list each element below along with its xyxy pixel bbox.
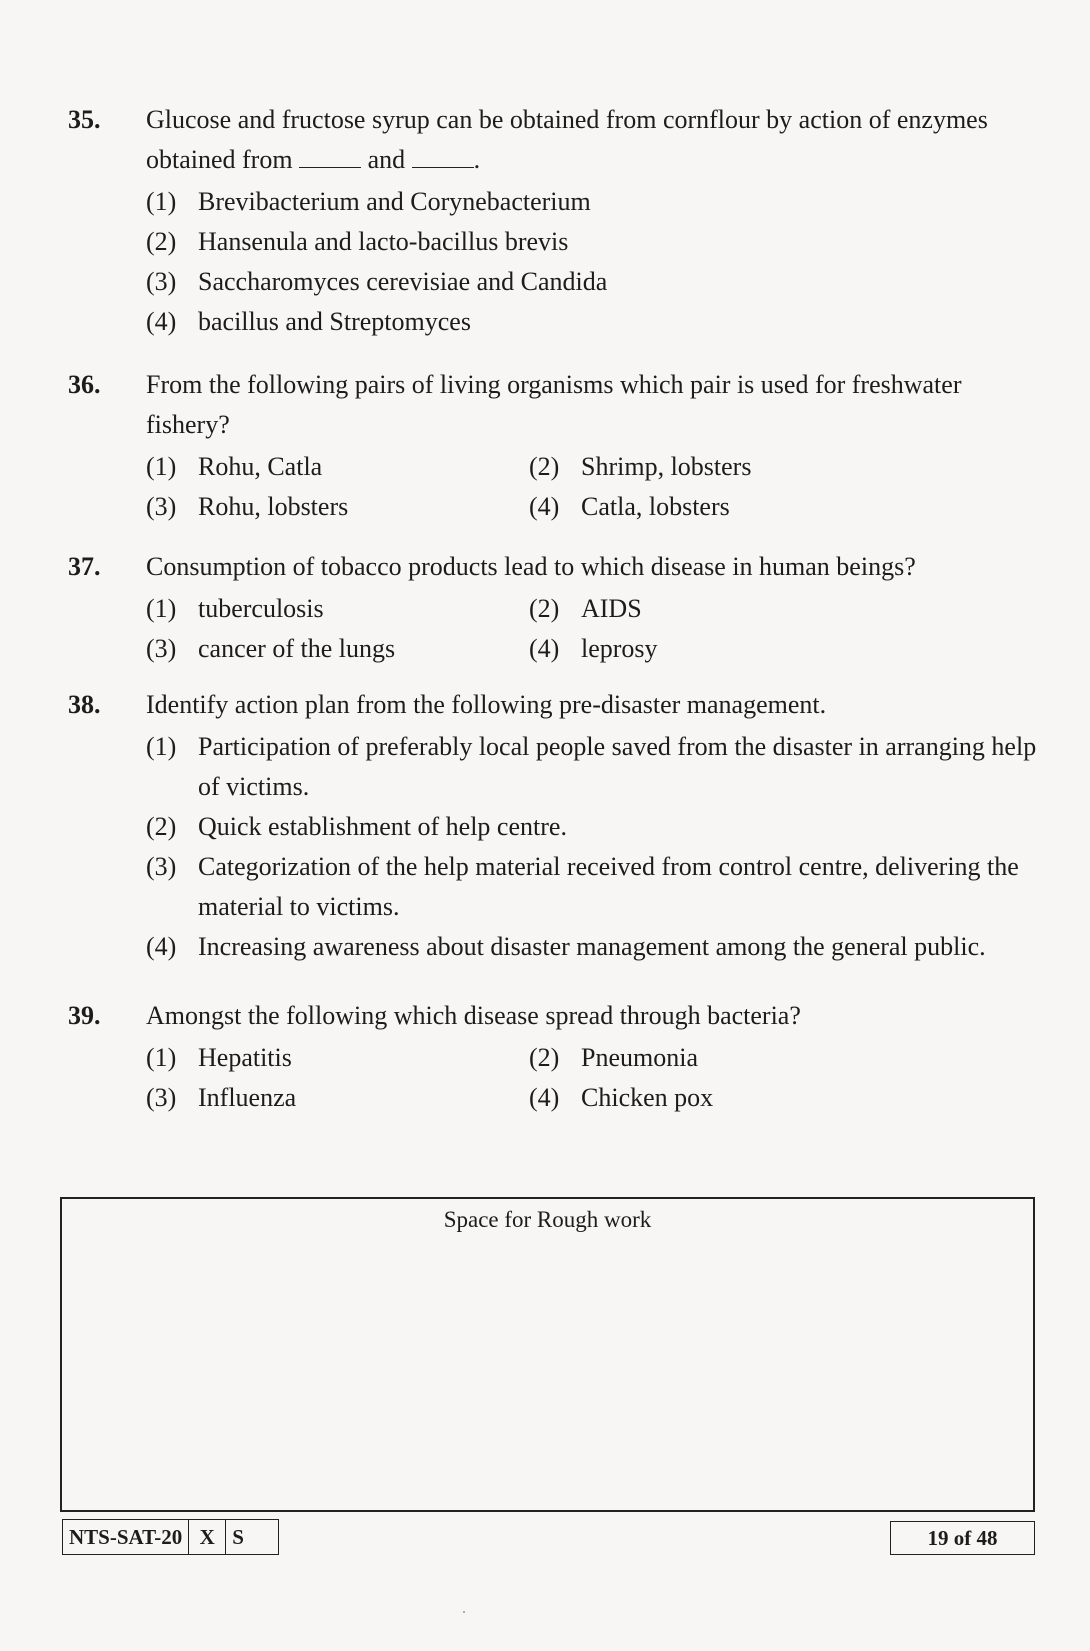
option: (4) bacillus and Streptomyces <box>146 307 471 336</box>
question-number: 36. <box>68 370 101 399</box>
page-number: 19 of 48 <box>890 1521 1035 1555</box>
option: (3) Rohu, lobsters <box>146 492 349 521</box>
speck <box>463 1611 465 1613</box>
answer-blank <box>412 143 474 168</box>
option: (4) leprosy <box>529 634 658 663</box>
option: (3) Influenza <box>146 1083 297 1112</box>
rough-work-box <box>60 1197 1035 1512</box>
question-text: From the following pairs of living organisms which pair is used for freshwater fishery? <box>146 370 962 439</box>
question-38 <box>68 685 1038 967</box>
options-list <box>146 589 1038 669</box>
question-number: 35. <box>68 105 101 134</box>
options-list <box>146 1038 1038 1118</box>
question-number: 39. <box>68 1001 101 1030</box>
question-number: 38. <box>68 690 101 719</box>
rough-work-title: Space for Rough work <box>443 1207 652 1232</box>
options-list <box>146 447 1038 527</box>
option: (1) Brevibacterium and Corynebacterium <box>146 187 591 216</box>
option: (4) Increasing awareness about disaster management among the general public. <box>146 932 986 961</box>
option: (3) cancer of the lungs <box>146 634 396 663</box>
question-text: Glucose and fructose syrup can be obtained from cornflour by action of enzymes obtained from and . <box>146 105 988 174</box>
option: (4) Catla, lobsters <box>529 492 730 521</box>
option: (1) Rohu, Catla <box>146 452 323 481</box>
question-35 <box>68 100 1038 342</box>
set-code: S <box>232 1525 244 1549</box>
question-number: 37. <box>68 552 101 581</box>
question-36 <box>68 365 1038 527</box>
question-37 <box>68 547 1038 669</box>
question-text: Consumption of tobacco products lead to which disease in human beings? <box>146 552 916 581</box>
option: (2) Pneumonia <box>529 1043 698 1072</box>
option: (2) AIDS <box>529 594 642 623</box>
answer-blank <box>299 143 361 168</box>
option: (4) Chicken pox <box>529 1083 714 1112</box>
paper-code: NTS-SAT-20 <box>63 1520 189 1554</box>
options-list <box>146 182 1038 342</box>
option: (3) Saccharomyces cerevisiae and Candida <box>146 267 608 296</box>
question-text: Amongst the following which disease spread through bacteria? <box>146 1001 801 1030</box>
question-text: Identify action plan from the following pre-disaster management. <box>146 690 827 719</box>
option: (3) Categorization of the help material received from control centre, delivering the material to victims. <box>146 852 1019 921</box>
class-code: X <box>189 1520 226 1554</box>
option: (2) Hansenula and lacto-bacillus brevis <box>146 227 569 256</box>
question-39 <box>68 996 1038 1118</box>
option: (2) Quick establishment of help centre. <box>146 812 567 841</box>
option: (1) Hepatitis <box>146 1043 292 1072</box>
footer-code-box <box>62 1519 279 1555</box>
options-list <box>146 727 1038 967</box>
option: (1) Participation of preferably local people saved from the disaster in arranging help of victims. <box>146 732 1037 801</box>
option: (1) tuberculosis <box>146 594 324 623</box>
option: (2) Shrimp, lobsters <box>529 452 752 481</box>
